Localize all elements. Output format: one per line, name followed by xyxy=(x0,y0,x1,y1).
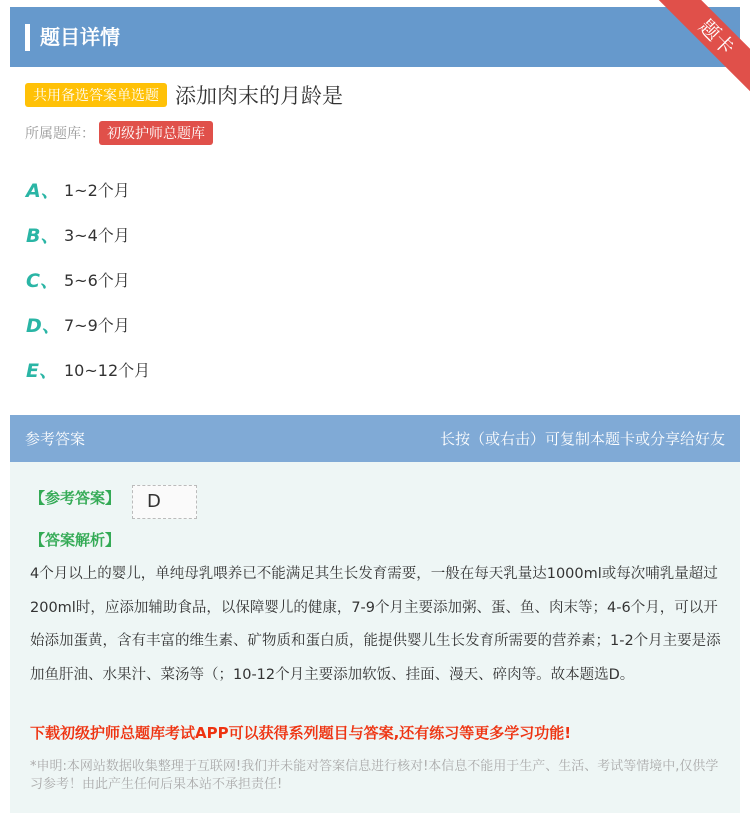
analysis-label: 【答案解析】 xyxy=(30,531,121,549)
option-d[interactable] xyxy=(26,311,130,338)
page-title: 题目详情 xyxy=(40,25,120,49)
option-letter: C、 xyxy=(26,270,59,292)
header-accent-bar xyxy=(25,24,30,51)
analysis-text: 4个月以上的婴儿，单纯母乳喂养已不能满足其生长发育需要，一般在每天乳量达1000ml或每次哺乳量超过200ml时，应添加辅助食品，以保障婴儿的健康，7-9个月主要添加粥、蛋、鱼、肉末等；4-6个月，可以开始添加蛋黄，含有丰富的维生素、矿物质和蛋白质，能提供婴儿生长发育所需要的营养素；1-2个月主要是添加鱼肝油、水果汁、菜汤等（；10-12个月主要添加软饭、挂面、漫天、碎肉等。故本题选D。 xyxy=(30,566,721,683)
option-a[interactable] xyxy=(26,176,130,203)
answer-panel xyxy=(10,415,740,813)
option-e[interactable] xyxy=(26,356,150,383)
option-letter: B、 xyxy=(26,225,60,247)
answer-header xyxy=(10,415,740,462)
reference-answer-image: D xyxy=(132,485,197,519)
share-hint: 长按（或右击）可复制本题卡或分享给好友 xyxy=(439,430,725,448)
app-promo-link[interactable]: 下载初级护师总题库考试APP可以获得系列题目与答案,还有练习等更多学习功能! xyxy=(30,724,572,742)
option-text: 10~12个月 xyxy=(64,361,151,380)
option-b[interactable] xyxy=(26,221,130,248)
option-text: 5~6个月 xyxy=(64,271,130,290)
page-header xyxy=(10,7,740,67)
answer-title: 参考答案 xyxy=(25,430,86,448)
option-text: 7~9个月 xyxy=(64,316,130,335)
question-bank xyxy=(25,121,213,145)
question-type-badge: 共用备选答案单选题 xyxy=(25,83,167,107)
option-letter: A、 xyxy=(26,180,60,202)
option-letter: D、 xyxy=(26,315,61,337)
option-text: 3~4个月 xyxy=(64,226,130,245)
option-c[interactable] xyxy=(26,266,130,293)
question-text: 添加肉末的月龄是 xyxy=(175,84,343,108)
bank-label: 所属题库： xyxy=(25,126,95,142)
reference-answer-label: 【参考答案】 xyxy=(30,489,121,507)
option-text: 1~2个月 xyxy=(64,181,130,200)
option-letter: E、 xyxy=(26,360,58,382)
question-card-ribbon[interactable]: 题卡 xyxy=(653,0,750,101)
bank-badge[interactable]: 初级护师总题库 xyxy=(99,121,213,145)
disclaimer: *申明:本网站数据收集整理于互联网!我们并未能对答案信息进行核对!本信息不能用于生产、生活、考试等情境中,仅供学习参考！由此产生任何后果本站不承担责任! xyxy=(30,759,719,792)
question-row xyxy=(25,80,343,110)
